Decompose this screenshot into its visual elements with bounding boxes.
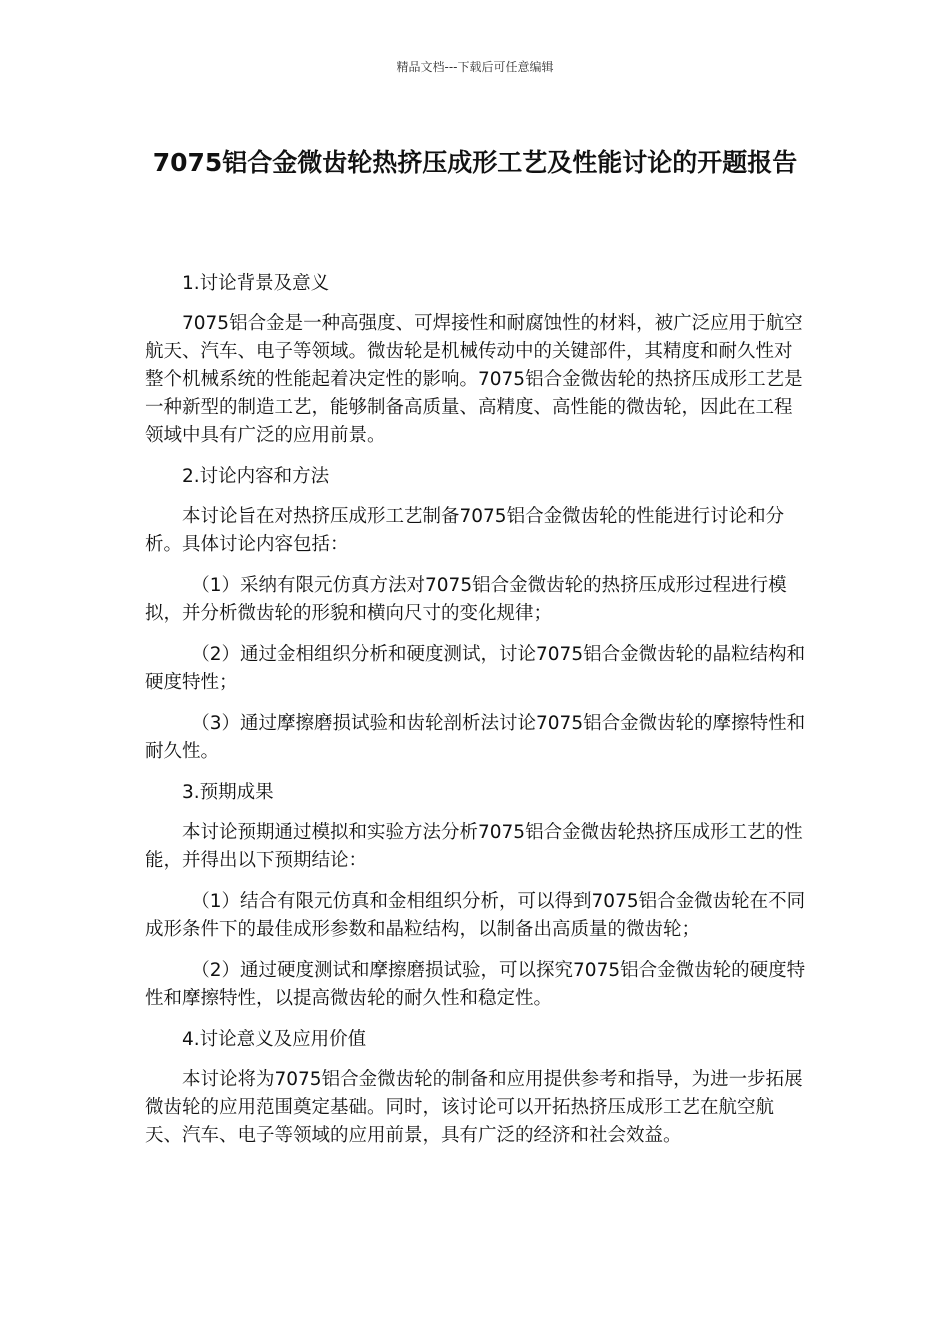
- paragraph: 7075铝合金是一种高强度、可焊接性和耐腐蚀性的材料，被广泛应用于航空航天、汽车、电子等领域。微齿轮是机械传动中的关键部件，其精度和耐久性对整个机械系统的性能起着决定性的影响。7075铝合金微齿轮的热挤压成形工艺是一种新型的制造工艺，能够制备高质量、高精度、高性能的微齿轮，因此在工程领域中具有广泛的应用前景。: [145, 313, 803, 446]
- paragraph: 本讨论预期通过模拟和实验方法分析7075铝合金微齿轮热挤压成形工艺的性能，并得出以下预期结论：: [145, 822, 803, 871]
- list-item: （2）通过硬度测试和摩擦磨损试验，可以探究7075铝合金微齿轮的硬度特性和摩擦特性，以提高微齿轮的耐久性和稳定性。: [145, 960, 806, 1009]
- paragraph: 本讨论将为7075铝合金微齿轮的制备和应用提供参考和指导，为进一步拓展微齿轮的应用范围奠定基础。同时，该讨论可以开拓热挤压成形工艺在航空航天、汽车、电子等领域的应用前景，具有广泛的经济和社会效益。: [145, 1069, 803, 1146]
- document-title: 7075铝合金微齿轮热挤压成形工艺及性能讨论的开题报告: [152, 148, 798, 177]
- document-body: [145, 270, 807, 1163]
- section-heading: 1.讨论背景及意义: [182, 273, 330, 294]
- list-item: （1）采纳有限元仿真方法对7075铝合金微齿轮的热挤压成形过程进行模拟，并分析微齿轮的形貌和横向尺寸的变化规律；: [145, 575, 787, 624]
- list-item: （1）结合有限元仿真和金相组织分析，可以得到7075铝合金微齿轮在不同成形条件下的最佳成形参数和晶粒结构，以制备出高质量的微齿轮；: [145, 891, 806, 940]
- list-item: （3）通过摩擦磨损试验和齿轮剖析法讨论7075铝合金微齿轮的摩擦特性和耐久性。: [145, 713, 806, 762]
- section-heading: 3.预期成果: [182, 782, 274, 803]
- paragraph: 本讨论旨在对热挤压成形工艺制备7075铝合金微齿轮的性能进行讨论和分析。具体讨论内容包括：: [145, 506, 785, 555]
- section-heading: 2.讨论内容和方法: [182, 466, 330, 487]
- header-note: 精品文档---下载后可任意编辑: [396, 60, 554, 74]
- list-item: （2）通过金相组织分析和硬度测试，讨论7075铝合金微齿轮的晶粒结构和硬度特性；: [145, 644, 806, 693]
- section-heading: 4.讨论意义及应用价值: [182, 1029, 367, 1050]
